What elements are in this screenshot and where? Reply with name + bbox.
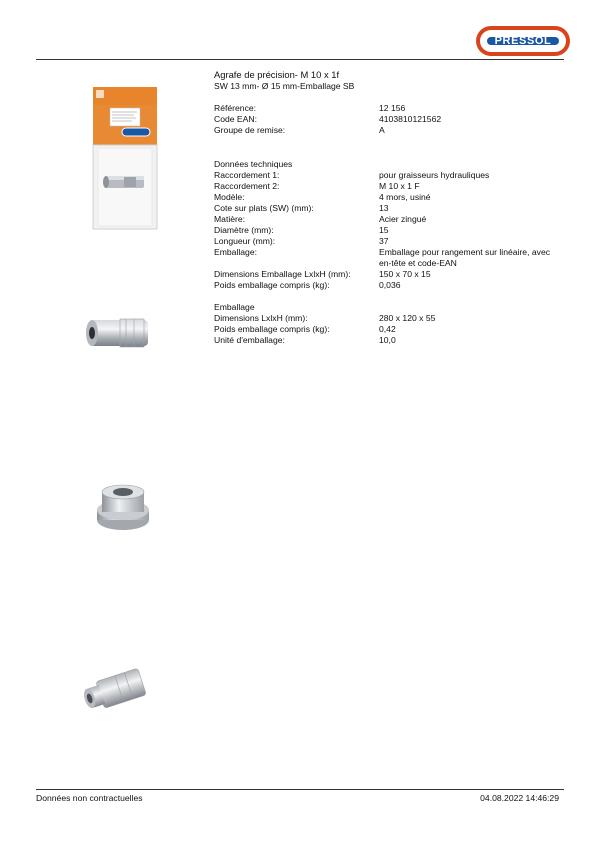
product-title: Agrafe de précision- M 10 x 1f bbox=[214, 69, 340, 80]
tech-heading: Données techniques bbox=[214, 159, 293, 169]
header-rule bbox=[36, 59, 564, 60]
packaging-heading: Emballage bbox=[214, 302, 255, 312]
footer-disclaimer: Données non contractuelles bbox=[36, 793, 143, 803]
footer-rule bbox=[36, 789, 564, 790]
coupler-front-image bbox=[92, 482, 154, 542]
product-package-image bbox=[92, 86, 158, 230]
pressol-logo bbox=[476, 26, 570, 56]
product-subtitle: SW 13 mm- Ø 15 mm-Emballage SB bbox=[214, 81, 355, 91]
coupler-side-image bbox=[82, 314, 154, 352]
brand-name: PRESSOL bbox=[487, 37, 559, 45]
coupler-angled-image bbox=[80, 664, 152, 720]
footer-timestamp: 04.08.2022 14:46:29 bbox=[480, 793, 559, 803]
